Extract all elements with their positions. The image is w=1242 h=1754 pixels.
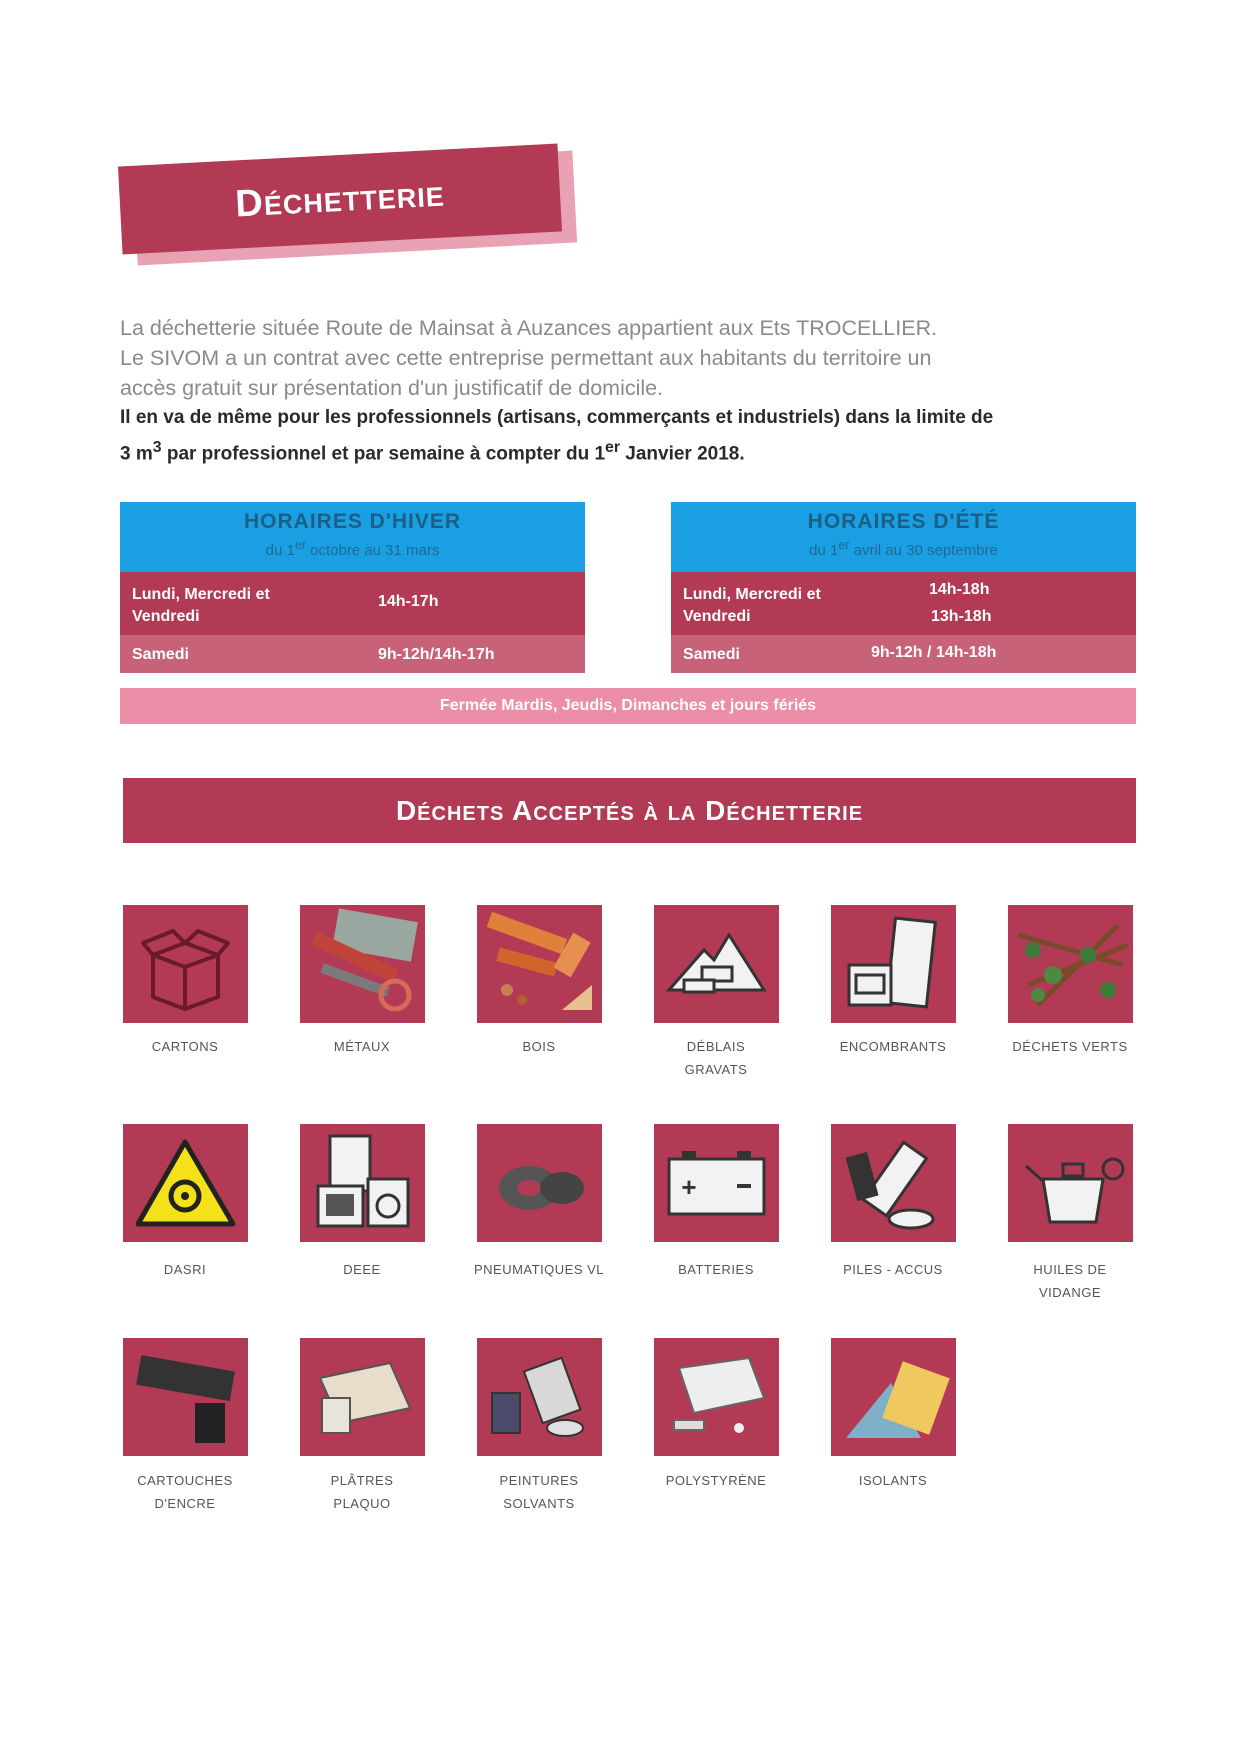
- bold2-a: 3 m: [120, 443, 153, 465]
- winter-period: [120, 538, 585, 559]
- summer-period-b: avril au 30 septembre: [849, 542, 998, 559]
- waste-label-line2: VIDANGE: [1038, 1285, 1101, 1300]
- winter-period-sup: er: [294, 538, 306, 552]
- waste-label-line1: BATTERIES: [678, 1262, 754, 1277]
- waste-label-polystyrene: [631, 1469, 801, 1492]
- winter-schedule: [120, 502, 585, 673]
- closed-days-banner: Fermée Mardis, Jeudis, Dimanches et jours fériés: [120, 688, 1136, 724]
- bold2-c: Janvier 2018.: [620, 443, 745, 465]
- waste-label-line1: DÉCHETS VERTS: [1012, 1039, 1128, 1054]
- biohazard-icon: [123, 1124, 248, 1242]
- waste-label-line1: PLÂTRES: [330, 1473, 394, 1488]
- waste-label-line1: HUILES DE: [1033, 1262, 1107, 1277]
- metal-icon: [300, 905, 425, 1023]
- bold2-sup: 3: [152, 439, 162, 456]
- waste-label-line1: PNEUMATIQUES VL: [473, 1262, 605, 1277]
- appliances-icon: [300, 1124, 425, 1242]
- rubble-icon: [654, 905, 779, 1023]
- winter-row2-day: Samedi: [132, 646, 189, 663]
- waste-label-deblais: [631, 1035, 801, 1081]
- winter-period-b: octobre au 31 mars: [305, 542, 440, 559]
- battery-icon: [654, 1124, 779, 1242]
- waste-label-huiles: [985, 1258, 1155, 1304]
- waste-label-encombrants: [808, 1035, 978, 1058]
- ink-cartridge-icon: [123, 1338, 248, 1456]
- accepted-waste-heading: Déchets Acceptés à la Déchetterie: [123, 778, 1136, 843]
- waste-label-line1: ENCOMBRANTS: [839, 1039, 947, 1054]
- winter-row-weekdays: [120, 572, 585, 635]
- intro-bold-line-1: Il en va de même pour les professionnels (artisans, commerçants et industriels) dans la limite de: [120, 407, 994, 428]
- intro-line-3: accès gratuit sur présentation d'un justificatif de domicile.: [120, 376, 664, 400]
- waste-label-deee: [277, 1258, 447, 1281]
- winter-header: [120, 502, 585, 572]
- waste-label-cartouches: [100, 1469, 270, 1515]
- summer-title: HORAIRES D'ÉTÉ: [807, 510, 1000, 533]
- waste-label-piles: [808, 1258, 978, 1281]
- waste-label-peintures: [454, 1469, 624, 1515]
- waste-label-line1: PILES - ACCUS: [843, 1262, 943, 1277]
- green-waste-icon: [1008, 905, 1133, 1023]
- waste-label-line1: DÉBLAIS: [686, 1039, 746, 1054]
- insulation-icon: [831, 1338, 956, 1456]
- winter-title: HORAIRES D'HIVER: [243, 510, 462, 533]
- waste-label-metaux: [277, 1035, 447, 1058]
- cells-icon: [831, 1124, 956, 1242]
- summer-period-a: du 1: [809, 542, 839, 559]
- waste-label-line1: DASRI: [163, 1262, 207, 1277]
- waste-label-line1: BOIS: [522, 1039, 556, 1054]
- waste-label-line2: SOLVANTS: [503, 1496, 575, 1511]
- summer-header: [671, 502, 1136, 572]
- winter-row-saturday: [120, 635, 585, 673]
- intro-line-2: Le SIVOM a un contrat avec cette entreprise permettant aux habitants du territoire un: [120, 346, 932, 370]
- summer-period-sup: er: [838, 538, 850, 552]
- waste-label-line1: PEINTURES: [499, 1473, 579, 1488]
- tire-icon: [477, 1124, 602, 1242]
- summer-row1-hours-b: 13h-18h: [931, 608, 992, 625]
- plaster-icon: [300, 1338, 425, 1456]
- waste-label-line2: GRAVATS: [684, 1062, 748, 1077]
- intro-line-1: La déchetterie située Route de Mainsat à Auzances appartient aux Ets TROCELLIER.: [120, 316, 938, 340]
- waste-label-line1: CARTONS: [151, 1039, 219, 1054]
- waste-label-line2: PLAQUO: [333, 1496, 391, 1511]
- waste-label-bois: [454, 1035, 624, 1058]
- summer-row2-day: Samedi: [683, 646, 740, 663]
- box-icon: [123, 905, 248, 1023]
- summer-row-weekdays: [671, 572, 1136, 635]
- waste-label-line1: ISOLANTS: [858, 1473, 928, 1488]
- paint-icon: [477, 1338, 602, 1456]
- polystyrene-icon: [654, 1338, 779, 1456]
- summer-row1-hours-a: 14h-18h: [929, 581, 990, 598]
- summer-schedule: [671, 502, 1136, 673]
- winter-row1-day: Lundi, Mercredi et Vendredi: [132, 586, 270, 625]
- waste-label-line1: DEEE: [343, 1262, 381, 1277]
- intro-bold-line-2: [120, 433, 1140, 469]
- page-title: Déchetterie: [234, 172, 446, 225]
- summer-period: [671, 538, 1136, 559]
- waste-label-platres: [277, 1469, 447, 1515]
- intro-text: [120, 313, 1140, 469]
- waste-label-dechets-verts: [985, 1035, 1155, 1058]
- winter-period-a: du 1: [265, 542, 295, 559]
- wood-icon: [477, 905, 602, 1023]
- bold2-sup2: er: [605, 439, 620, 456]
- waste-label-dasri: [100, 1258, 270, 1281]
- summer-row-saturday: [671, 635, 1136, 673]
- waste-label-line1: MÉTAUX: [333, 1039, 391, 1054]
- svg-text:+: +: [681, 1172, 697, 1202]
- furniture-icon: [831, 905, 956, 1023]
- waste-label-line2: D'ENCRE: [154, 1496, 216, 1511]
- summer-row2-hours: 9h-12h / 14h-18h: [871, 644, 997, 661]
- winter-row2-hours: 9h-12h/14h-17h: [378, 646, 495, 663]
- waste-label-line1: POLYSTYRÈNE: [665, 1473, 767, 1488]
- waste-label-cartons: [100, 1035, 270, 1058]
- winter-row1-hours: 14h-17h: [378, 593, 439, 610]
- waste-label-batteries: [631, 1258, 801, 1281]
- waste-label-line1: CARTOUCHES: [137, 1473, 233, 1488]
- waste-label-isolants: [808, 1469, 978, 1492]
- bold2-b: par professionnel et par semaine à compter du 1: [161, 443, 606, 465]
- oil-can-icon: [1008, 1124, 1133, 1242]
- summer-row1-day: Lundi, Mercredi et Vendredi: [683, 586, 821, 625]
- waste-label-pneumatiques: [454, 1258, 624, 1281]
